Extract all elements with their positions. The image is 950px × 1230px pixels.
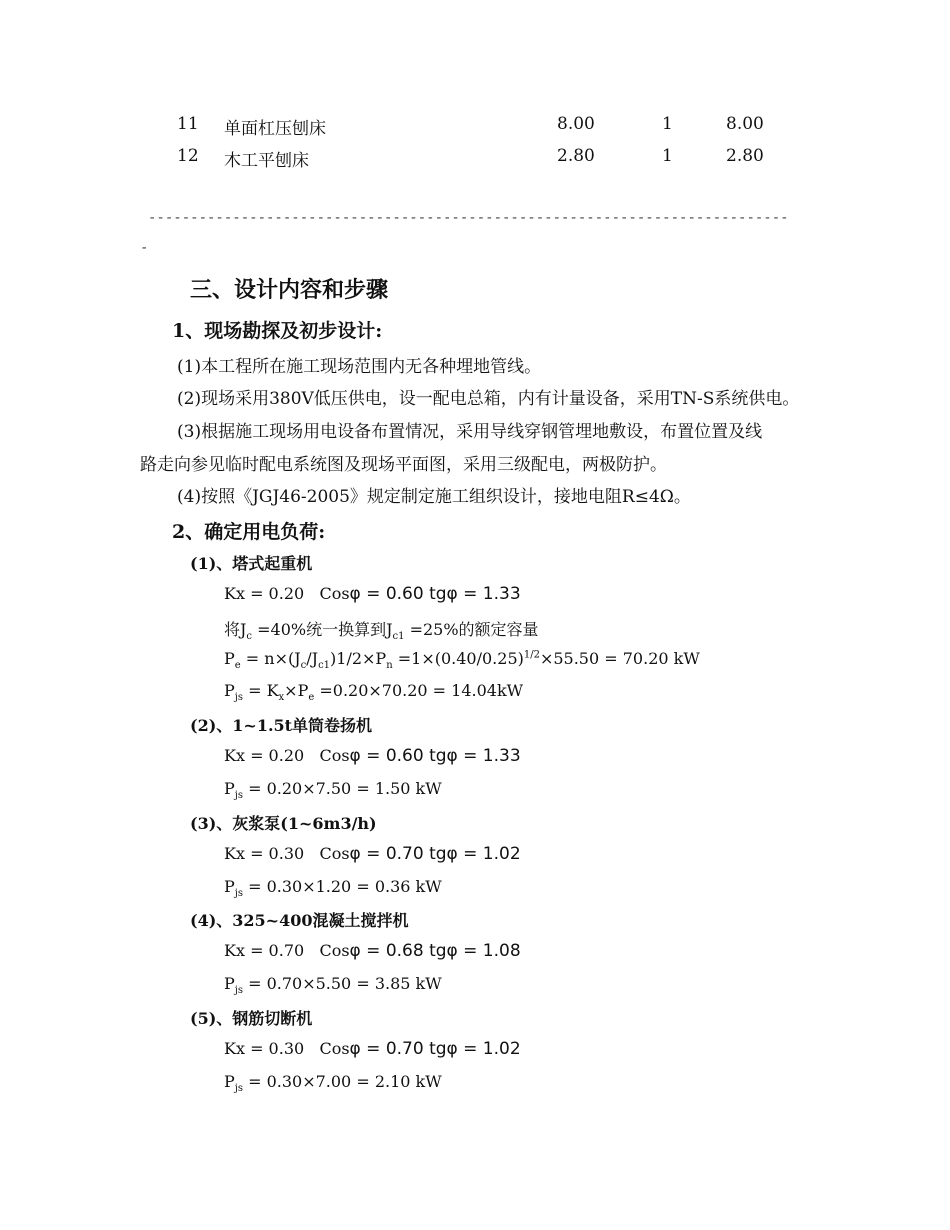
kx-value: Kx = 0.20 [224, 746, 305, 765]
pe-formula: $P_e = n\times(J_c/J_{c1})1/2\times P_n =1\times(0.40/0.25)^{1/2}\times 55.50 = 70.20$ kW [224, 649, 700, 672]
row-qty: 1 [662, 146, 673, 166]
section-heading: 三、设计内容和步骤 [190, 277, 389, 303]
subsection-heading: 1、现场勘探及初步设计: [172, 320, 383, 342]
row-name: 单面杠压刨床 [224, 119, 326, 139]
kx-value: Kx = 0.30 [224, 1039, 305, 1058]
cos-label: Cos [319, 1039, 350, 1058]
coefficient-line [224, 584, 521, 604]
kx-value: Kx = 0.70 [224, 941, 305, 960]
pjs-formula: $P_{js} = 0.30\times 1.20 = 0.36$ kW [224, 877, 442, 900]
row-total: 2.80 [726, 146, 764, 166]
subsection-heading: 2、确定用电负荷: [172, 521, 326, 543]
item-heading: (2)、1~1.5t单筒卷扬机 [190, 716, 373, 735]
cos-tg-values: φ = 0.60 tgφ = 1.33 [349, 584, 521, 604]
kx-value: Kx = 0.30 [224, 844, 305, 863]
pjs-formula: $P_{js} = 0.70\times 5.50 = 3.85$ kW [224, 974, 442, 997]
cos-label: Cos [319, 746, 350, 765]
separator-tail: - [140, 240, 149, 256]
cos-label: Cos [319, 584, 350, 603]
row-no: 12 [177, 146, 199, 166]
cos-label: Cos [319, 844, 350, 863]
cos-label: Cos [319, 941, 350, 960]
coefficient-line [224, 941, 521, 961]
paragraph: (1)本工程所在施工现场范围内无各种埋地管线。 [177, 357, 542, 377]
paragraph: (3)根据施工现场用电设备布置情况，采用导线穿钢管埋地敷设，布置位置及线 [177, 422, 763, 442]
paragraph: (4)按照《JGJ46-2005》规定制定施工组织设计，接地电阻R≤4Ω。 [177, 487, 691, 507]
row-power: 8.00 [557, 114, 595, 134]
pjs-formula: $P_{js} = 0.20\times 7.50 = 1.50$ kW [224, 779, 442, 802]
coefficient-line [224, 844, 521, 864]
item-heading: (1)、塔式起重机 [190, 554, 313, 573]
pjs-formula: $P_{js} = K_x\times P_e =0.20\times 70.20 = 14.04kW$ [224, 681, 524, 704]
pjs-formula: $P_{js} = 0.30\times 7.00 = 2.10$ kW [224, 1072, 442, 1095]
kx-value: Kx = 0.20 [224, 584, 305, 603]
paragraph: 路走向参见临时配电系统图及现场平面图，采用三级配电，两极防护。 [140, 455, 667, 475]
row-name: 木工平刨床 [224, 151, 309, 171]
paragraph: (2)现场采用380V低压供电，设一配电总箱，内有计量设备，采用TN-S系统供电。 [177, 389, 800, 409]
item-heading: (4)、325~400混凝土搅拌机 [190, 911, 409, 930]
cos-tg-values: φ = 0.68 tgφ = 1.08 [349, 941, 521, 961]
coefficient-line [224, 746, 521, 766]
item-heading: (3)、灰浆泵(1~6m3/h) [190, 814, 377, 833]
row-no: 11 [177, 114, 199, 134]
cos-tg-values: φ = 0.70 tgφ = 1.02 [349, 844, 521, 864]
coefficient-line [224, 1039, 521, 1059]
separator-line: ---------------------------------------------------------------------------- [148, 210, 789, 226]
cos-tg-values: φ = 0.70 tgφ = 1.02 [349, 1039, 521, 1059]
cos-tg-values: φ = 0.60 tgφ = 1.33 [349, 746, 521, 766]
row-total: 8.00 [726, 114, 764, 134]
row-qty: 1 [662, 114, 673, 134]
conversion-line: 将$J_c =40\%$统一换算到$J_{c1} =25\%$的额定容量 [224, 620, 539, 643]
row-power: 2.80 [557, 146, 595, 166]
item-heading: (5)、钢筋切断机 [190, 1009, 313, 1028]
